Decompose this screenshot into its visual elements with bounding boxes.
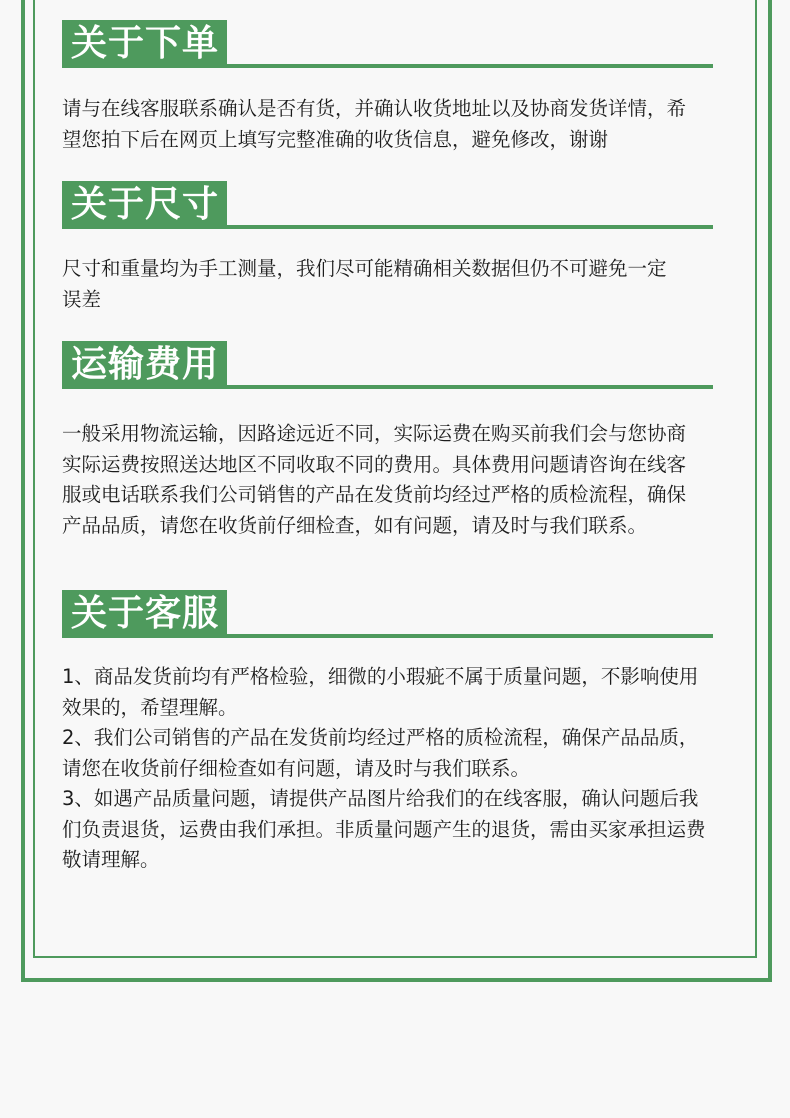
text-line: 们负责退货，运费由我们承担。非质量问题产生的退货，需由买家承担运费 xyxy=(62,817,706,841)
text-line: 实际运费按照送达地区不同收取不同的费用。具体费用问题请咨询在线客 xyxy=(62,452,687,476)
text-line: 服或电话联系我们公司销售的产品在发货前均经过严格的质检流程，确保 xyxy=(62,483,687,506)
section-body-ordering xyxy=(62,94,742,155)
section-header-shipping xyxy=(62,341,713,389)
section-body-service xyxy=(62,662,742,876)
section-underline xyxy=(62,64,713,68)
text-line: 望您拍下后在网页上填写完整准确的收货信息，避免修改，谢谢 xyxy=(62,127,609,151)
section-body-shipping xyxy=(62,419,742,541)
text-line: 误差 xyxy=(62,287,102,311)
text-line: 请您在收货前仔细检查如有问题，请及时与我们联系。 xyxy=(62,756,531,780)
text-line: 一般采用物流运输，因路途远近不同，实际运费在购买前我们会与您协商 xyxy=(62,422,687,445)
text-line: 1、商品发货前均有严格检验，细微的小瑕疵不属于质量问题，不影响使用 xyxy=(62,665,699,688)
text-line: 尺寸和重量均为手工测量，我们尽可能精确相关数据但仍不可避免一定 xyxy=(62,257,667,280)
section-underline xyxy=(62,634,713,638)
text-line: 产品品质，请您在收货前仔细检查，如有问题，请及时与我们联系。 xyxy=(62,513,648,537)
text-line: 3、如遇产品质量问题，请提供产品图片给我们的在线客服，确认问题后我 xyxy=(62,787,699,810)
section-body-size xyxy=(62,254,742,315)
section-title-size: 关于尺寸 xyxy=(62,181,227,227)
text-line: 敬请理解。 xyxy=(62,848,160,871)
section-underline xyxy=(62,385,713,389)
section-underline xyxy=(62,225,713,229)
text-line: 2、我们公司销售的产品在发货前均经过严格的质检流程，确保产品品质， xyxy=(62,726,699,749)
section-header-ordering xyxy=(62,20,713,68)
section-header-service xyxy=(62,590,713,638)
section-title-shipping: 运输费用 xyxy=(62,341,227,387)
section-title-service: 关于客服 xyxy=(62,590,227,636)
text-line: 效果的，希望理解。 xyxy=(62,695,238,719)
section-title-ordering: 关于下单 xyxy=(62,20,227,66)
section-header-size xyxy=(62,181,713,229)
text-line: 请与在线客服联系确认是否有货，并确认收货地址以及协商发货详情，希 xyxy=(62,97,687,120)
